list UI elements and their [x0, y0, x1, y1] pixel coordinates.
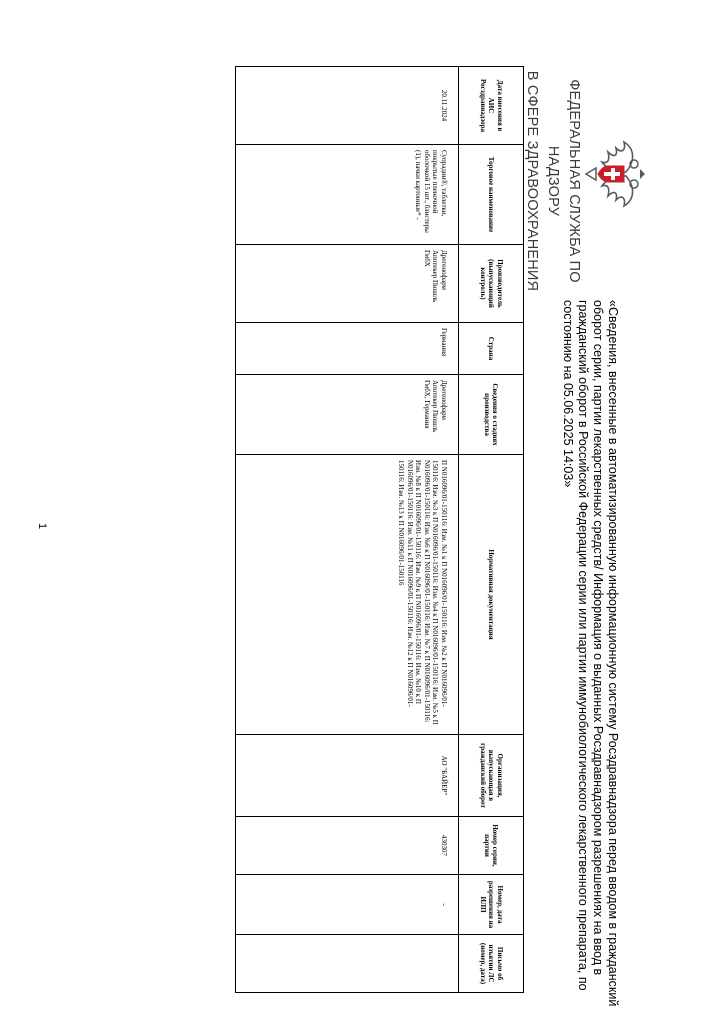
header-date: Дата внесения в АИС Росздравнадзора: [459, 67, 524, 145]
table-header-row: [459, 67, 524, 993]
table-row: [236, 67, 459, 993]
cell-date: 20.11.2024: [236, 67, 459, 145]
cell-withdrawal-letter: [236, 935, 459, 993]
header-country: Страна: [459, 323, 524, 375]
header-withdrawal-letter: Письмо об изъятии ЛС (номер, дата): [459, 935, 524, 993]
header-permit: Номер, дата разрешения на ИЛП: [459, 875, 524, 935]
header-series: Номер серии, партии: [459, 817, 524, 875]
document-heading: «Сведения, внесенные в автоматизированную информационную систему Росздравнадзора перед вводом в гражданский оборот серии, партии лекарственных средств/ Информация о выданных Росздравнадзором разрешениях на ввод в гражданский оборот в Российской Федерации серии или партии иммунобиологического лекарственного препарата, по состоянию на 05.06.2025 14:03»: [561, 300, 620, 1007]
header-organization: Организация, выпускающая в гражданский оборот: [459, 735, 524, 817]
cell-series: 430307: [236, 817, 459, 875]
cell-organization: АО "БАЙЕР": [236, 735, 459, 817]
header-trade-name: Торговое наименование: [459, 145, 524, 245]
agency-name-line-1: ФЕДЕРАЛЬНАЯ СЛУЖБА ПО НАДЗОРУ: [545, 79, 582, 283]
header-production-sites: Сведения о стадиях производства: [459, 375, 524, 455]
cell-manufacturer: Дрегенофарм Апотекер Пюшль ГмбХ: [236, 245, 459, 323]
cell-normative-docs: П N016096/01-150116: Изм. №1 к П N016096/01-150116: Изм. №2 к П N016096/01-150116: Изм. №3 к П N016096/01-150116: Изм. №4 к П N016096/01-150116: Изм. №5 к П N016096/01-150116: Изм. №6 к П N016096/01-150116: Изм. №7 к П N016096/01-150116: Изм. №8 к П N016096/01-150116: Изм. №9 к П N016096/01-150116: Изм. №10 к П N016096/01-150116: Изм. №11 к П N016096/01-150116: Изм. №12 к П N016096/01-150116: Изм. №13 к П N016096/01-150116: [236, 455, 459, 735]
registry-table: [235, 66, 524, 993]
header-manufacturer: Производитель (выпускающий контроль): [459, 245, 524, 323]
agency-name-line-2: В СФЕРЕ ЗДРАВООХРАНЕНИЯ: [524, 70, 540, 292]
cell-trade-name: Супрадин®, таблетки, покрытые пленочной оболочкой 15 шт., блистеры (1), пачки картонные* -: [236, 145, 459, 245]
double-headed-eagle-emblem-icon: [582, 140, 646, 208]
cell-country: Германия: [236, 323, 459, 375]
agency-name: [521, 66, 584, 296]
page-number: 1: [36, 523, 48, 530]
cell-production-sites: Дрегенофарм Апотекер Пюшль ГмбХ, Германия: [236, 375, 459, 455]
cell-permit: -: [236, 875, 459, 935]
header-normative-docs: Нормативная документация: [459, 455, 524, 735]
